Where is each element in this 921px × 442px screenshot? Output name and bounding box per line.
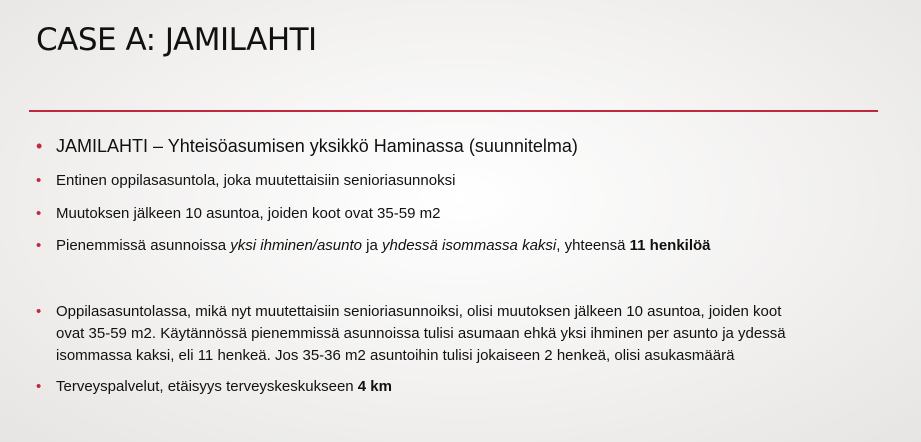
bullet-text-part: Pienemmissä asunnoissa <box>56 237 231 254</box>
title-divider <box>29 110 878 112</box>
bullet-icon: • <box>36 303 42 320</box>
bullet-item-residents <box>36 235 856 256</box>
bullet-item-health-services <box>36 376 856 397</box>
bullet-item-apartments <box>36 203 856 224</box>
bullet-text-part: ja <box>362 237 383 254</box>
bullet-icon: • <box>36 172 42 189</box>
bullet-icon: • <box>36 136 43 156</box>
bullet-icon: • <box>36 378 42 395</box>
bullet-item-jamilahti <box>36 134 856 158</box>
bullet-icon: • <box>36 237 42 254</box>
bullet-text: JAMILAHTI – Yhteisöasumisen yksikkö Haminassa (suunnitelma) <box>56 136 578 156</box>
bullet-item-former-dormitory <box>36 170 856 191</box>
bullet-text: Entinen oppilasasuntola, joka muutettaisiin senioriasunnoksi <box>56 172 456 189</box>
bullet-text-bold: 4 km <box>357 378 392 395</box>
bullet-text-part: , yhteensä <box>556 237 630 254</box>
bullet-text-line: ovat 35-59 m2. Käytännössä pienemmissä asunnoissa tulisi asumaan ehkä yksi ihminen per asunto ja ydessä <box>56 325 786 342</box>
bullet-text-line: isommassa kaksi, eli 11 henkeä. Jos 35-36 m2 asuntoihin tulisi jokaiseen 2 henkeä, olisi asukasmäärä <box>56 347 735 364</box>
bullet-text-italic: yksi ihminen/asunto <box>230 237 362 254</box>
bullet-item-description <box>36 301 856 367</box>
slide-title: CASE A: JAMILAHTI <box>36 22 317 58</box>
bullet-text-italic: yhdessä isommassa kaksi <box>382 237 557 254</box>
bullet-icon: • <box>36 205 42 222</box>
bullet-text: Muutoksen jälkeen 10 asuntoa, joiden koot ovat 35-59 m2 <box>56 205 441 222</box>
bullet-text-bold: 11 henkilöä <box>629 237 711 254</box>
bullet-text-part: Terveyspalvelut, etäisyys terveyskeskukseen <box>56 378 358 395</box>
bullet-text-line: Oppilasasuntolassa, mikä nyt muutettaisiin senioriasunnoiksi, olisi muutoksen jälkeen 10 asuntoa, joiden koot <box>56 303 782 320</box>
